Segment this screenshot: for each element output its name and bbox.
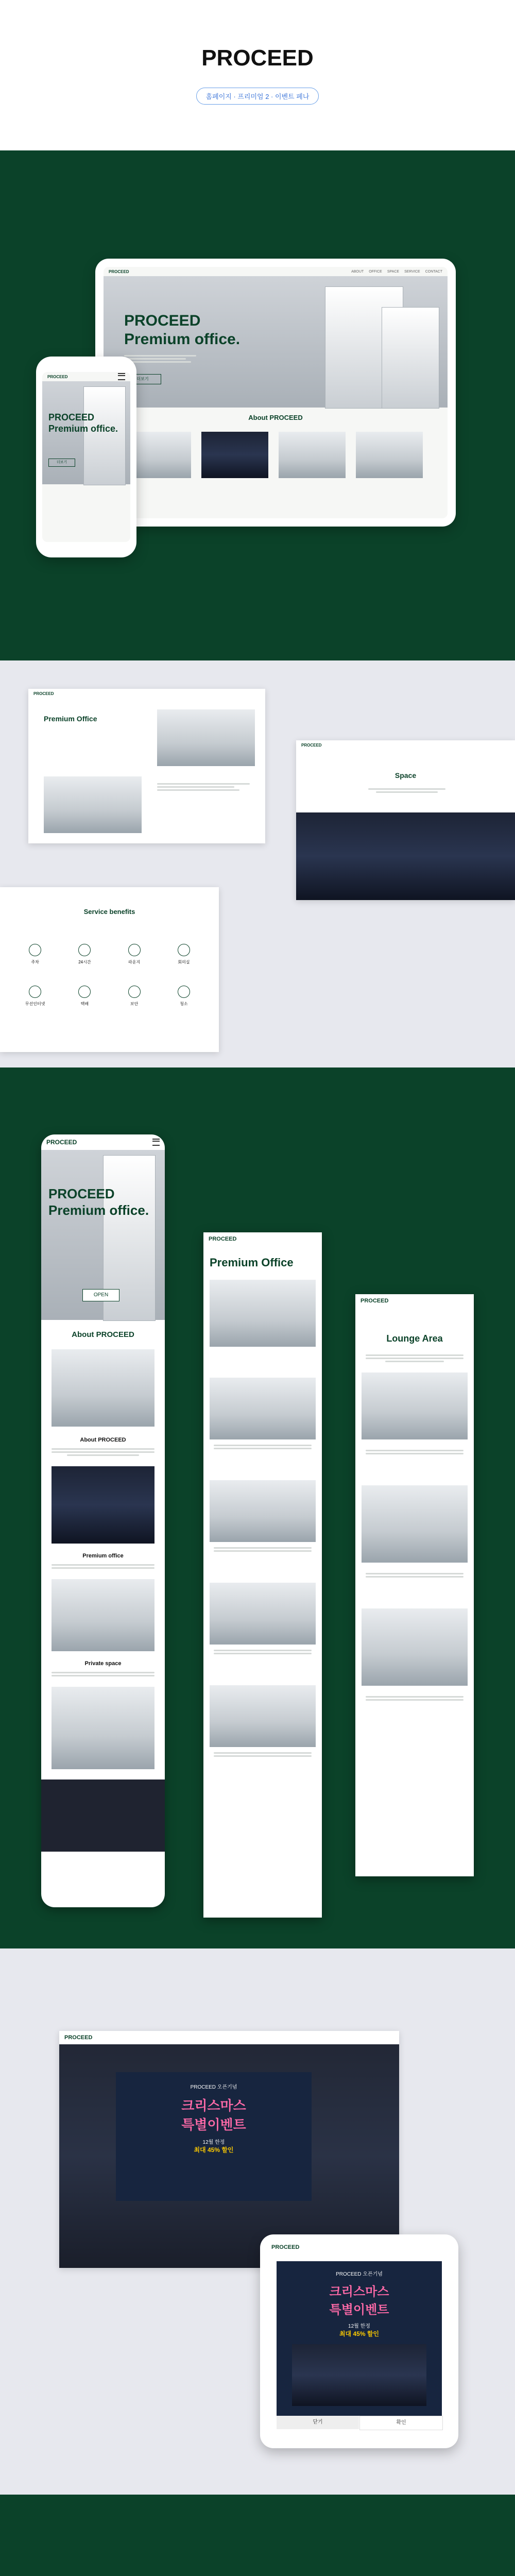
event-sub: 12월 한정 [348,2324,370,2329]
benefit-label: 택배 [80,1002,89,1006]
benefit-label: 주차 [31,960,39,964]
mobile-office-photo [210,1378,316,1439]
phone-screen [42,372,130,542]
mobile-night-photo [52,1466,154,1544]
phone-headline-1: PROCEED [48,412,95,422]
header-section [0,0,515,150]
event-badge: PROCEED 오픈기념 [190,2084,237,2090]
mobile-private-heading: Private space [84,1660,122,1667]
event-title-2: 특별이벤트 [181,2117,246,2132]
service-heading: Service benefits [83,908,135,916]
meeting-icon [178,944,190,956]
clock-icon [78,944,91,956]
event-photo [292,2344,426,2406]
building-image [83,386,126,485]
event-logo[interactable]: PROCEED [271,2244,300,2250]
mobile-hero [41,1150,165,1320]
lounge-photo [362,1608,468,1686]
hero-headline-2: Premium office. [124,331,241,348]
mobile-about-photo [52,1349,154,1427]
event-title-1: 크리스마스 [329,2285,389,2299]
event-popup [116,2072,312,2201]
event-title-2: 특별이벤트 [329,2303,389,2317]
mobile-page-1 [41,1134,165,1907]
pages-section [0,660,515,1067]
parking-icon [29,944,41,956]
about-image [279,432,346,478]
open-button[interactable]: OPEN [82,1289,119,1301]
mobile-office-photo [210,1685,316,1747]
mobile-hero-line-1: PROCEED [48,1186,115,1201]
lounge-photo [362,1372,468,1439]
premium-office-title: Premium Office [210,1256,294,1269]
page-service-benefits [0,887,219,1052]
event-discount: 최대 45% 할인 [194,2146,234,2154]
mobile-premium-heading: Premium office [82,1553,124,1559]
package-icon [78,986,91,998]
desktop-hero [104,276,448,408]
mobile-logo[interactable]: PROCEED [46,1139,77,1146]
mobile-about-heading-2: About PROCEED [80,1437,126,1443]
mobile-logo[interactable]: PROCEED [360,1298,389,1304]
phone-headline-2: Premium office. [48,423,118,434]
page-logo: PROCEED [301,742,322,748]
tag-pill: 홈페이지 · 프리미엄 2 · 이벤트 페나 [196,88,319,105]
page-logo: PROCEED [33,691,54,696]
security-icon [128,986,141,998]
event-desktop [59,2031,399,2268]
benefit-label: 회의실 [178,960,190,964]
event-title-1: 크리스마스 [181,2098,246,2113]
space-heading: Space [394,771,417,779]
event-discount: 최대 45% 할인 [339,2330,380,2337]
hero-headline-1: PROCEED [124,312,201,329]
event-sub: 12월 한정 [202,2140,225,2145]
event-logo[interactable]: PROCEED [64,2035,93,2041]
desktop-device [95,259,456,527]
mobile-office-photo [52,1579,154,1651]
phone-nav [42,372,130,381]
event-badge: PROCEED 오픈기념 [336,2272,383,2277]
event-popup-tablet [277,2261,442,2416]
mobile-office-photo [210,1583,316,1645]
phone-cta-button[interactable]: 더보기 [48,459,75,467]
nav-link-about[interactable]: ABOUT [351,269,364,274]
about-heading: About PROCEED [248,414,303,421]
nav-link-contact[interactable]: CONTACT [425,269,442,274]
office-photo [157,709,255,766]
page-premium-office [28,689,265,843]
event-confirm-button[interactable]: 확인 [359,2416,443,2430]
event-section [0,1948,515,2495]
wifi-icon [29,986,41,998]
mobile-page-3 [355,1294,474,1876]
benefit-label: 라운지 [128,960,141,964]
mobile-office-photo [52,1687,154,1769]
nav-link-service[interactable]: SERVICE [404,269,420,274]
lounge-photo [362,1485,468,1563]
lounge-icon [128,944,141,956]
mobile-about-heading: About PROCEED [72,1330,134,1339]
page-space [296,740,515,900]
page-title: PROCEED [201,45,314,71]
nav-logo[interactable]: PROCEED [109,269,129,274]
building-image [382,307,439,409]
space-photo [296,812,515,900]
menu-icon[interactable] [118,373,125,380]
desktop-screen [104,267,448,518]
menu-icon[interactable] [152,1139,160,1146]
desktop-nav [104,267,448,276]
nav-link-office[interactable]: OFFICE [369,269,382,274]
nav-link-space[interactable]: SPACE [387,269,400,274]
mobile-hero-line-2: Premium office. [48,1202,149,1218]
mobile-office-photo [210,1280,316,1347]
mobile-footer [41,1780,165,1852]
benefit-label: 보안 [130,1002,139,1006]
event-close-button[interactable]: 닫기 [277,2416,359,2429]
benefit-label: 24시간 [78,960,91,964]
benefit-label: 무선인터넷 [25,1002,45,1006]
mobile-pages-section [0,1067,515,1948]
premium-office-heading: Premium Office [44,715,97,723]
phone-logo[interactable]: PROCEED [47,374,68,379]
office-photo [44,776,142,833]
event-tablet [260,2234,458,2448]
landing-section [0,2495,515,2576]
lounge-heading: Lounge Area [386,1333,443,1344]
phone-hero [42,381,130,484]
mobile-office-photo [210,1480,316,1542]
about-image [201,432,268,478]
about-image [356,432,423,478]
mobile-logo[interactable]: PROCEED [209,1236,237,1242]
phone-device [36,357,136,557]
hero-cta-button[interactable]: 더보기 [124,374,161,384]
benefit-label: 청소 [180,1002,188,1006]
cleaning-icon [178,986,190,998]
devices-section [0,150,515,660]
mobile-page-2 [203,1232,322,1918]
